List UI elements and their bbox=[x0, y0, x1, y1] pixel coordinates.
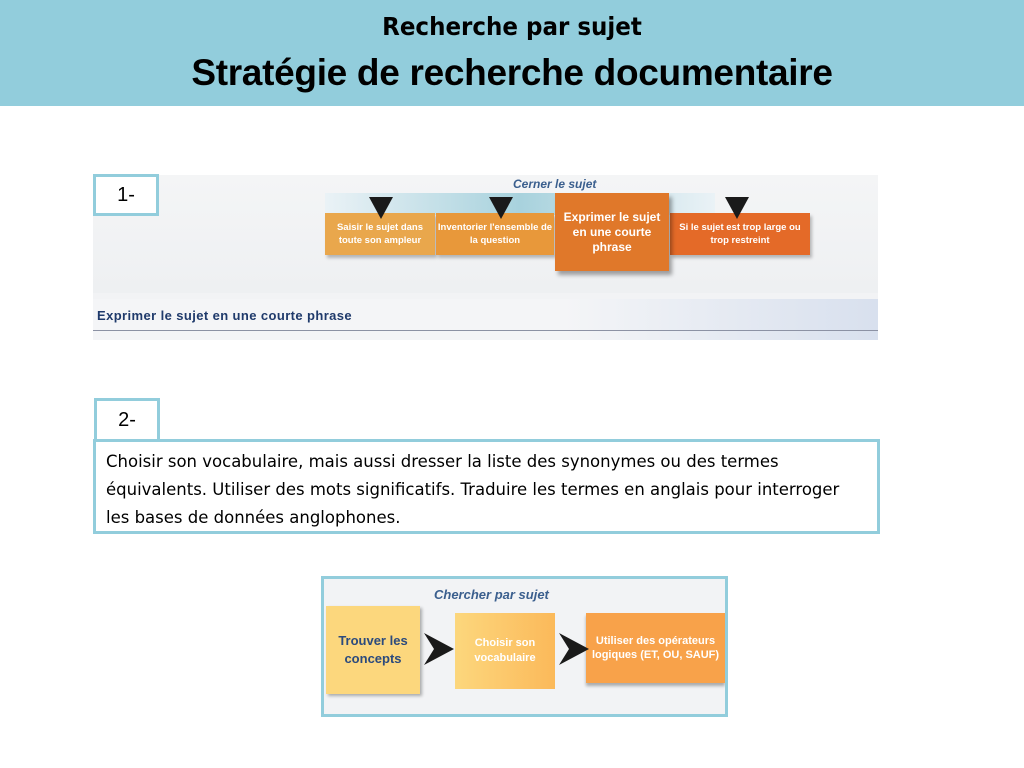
step-operateurs-logiques bbox=[586, 613, 725, 683]
step-trouver-concepts bbox=[326, 606, 420, 694]
step-choisir-vocabulaire bbox=[455, 613, 555, 689]
step-label: Utiliser des opérateurs logiques (ET, OU, SAUF) bbox=[591, 635, 720, 661]
down-arrow-icon bbox=[369, 197, 393, 219]
right-arrow-icon bbox=[557, 631, 591, 667]
step-trop-large bbox=[670, 213, 810, 255]
down-arrow-icon bbox=[725, 197, 749, 219]
vocabulary-text-box bbox=[93, 439, 880, 534]
vocabulary-text: Choisir son vocabulaire, mais aussi dresser la liste des synonymes ou des termes équivalents. Utiliser des mots significatifs. Traduire les termes en anglais pour interroger les bases de données anglophones. bbox=[106, 452, 840, 527]
step-label: Inventorier l'ensemble de la question bbox=[437, 222, 553, 246]
slide-subtitle: Recherche par sujet bbox=[382, 12, 642, 41]
step-inventorier bbox=[436, 213, 554, 255]
step-label: Choisir son vocabulaire bbox=[474, 637, 536, 664]
down-arrow-icon bbox=[489, 197, 513, 219]
diagram-title: Cerner le sujet bbox=[513, 177, 597, 191]
step-label: Exprimer le sujet en une courte phrase bbox=[563, 209, 661, 254]
header-banner bbox=[0, 0, 1024, 106]
right-arrow-icon bbox=[422, 631, 456, 667]
slide-title: Stratégie de recherche documentaire bbox=[191, 52, 833, 93]
step-label: Trouver les concepts bbox=[338, 633, 408, 666]
step-number-1: 1- bbox=[93, 174, 159, 216]
chercher-sujet-diagram bbox=[321, 576, 728, 717]
step-number-2: 2- bbox=[94, 398, 160, 442]
divider bbox=[93, 330, 878, 331]
cerner-sujet-diagram bbox=[93, 175, 878, 340]
step-label: Saisir le sujet dans toute son ampleur bbox=[336, 222, 424, 246]
step-exprimer bbox=[555, 193, 669, 271]
step-label: Si le sujet est trop large ou trop restreint bbox=[679, 222, 801, 246]
step-saisir bbox=[325, 213, 435, 255]
diagram-title: Chercher par sujet bbox=[434, 587, 549, 602]
bottom-caption: Exprimer le sujet en une courte phrase bbox=[97, 308, 353, 323]
